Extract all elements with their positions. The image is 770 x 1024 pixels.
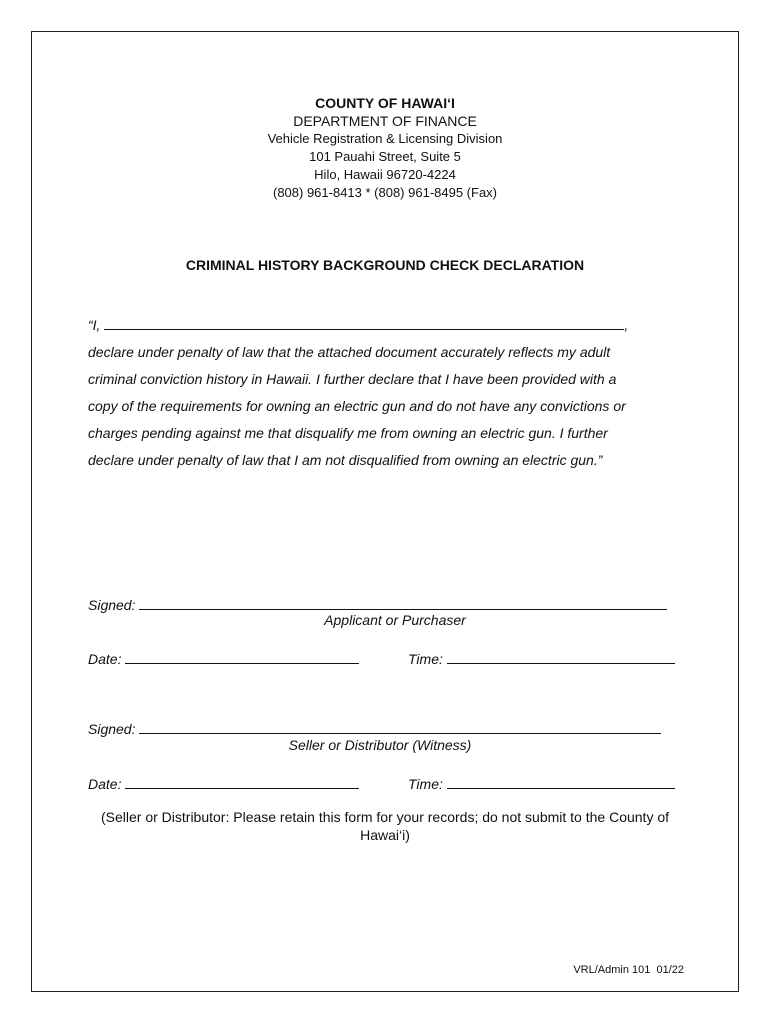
declaration-line: copy of the requirements for owning an electric gun and do not have any convictions or <box>88 398 626 414</box>
phone-fax: (808) 961-8413 * (808) 961-8495 (Fax) <box>272 185 498 200</box>
declaration-line: declare under penalty of law that I am not disqualified from owning an electric gun.” <box>88 452 603 468</box>
signed-label: Signed: <box>88 597 136 613</box>
letterhead <box>0 94 770 202</box>
applicant-caption: Applicant or Purchaser <box>324 612 466 628</box>
county-name: COUNTY OF HAWAI‘I <box>315 95 455 111</box>
applicant-date-row <box>88 648 359 667</box>
applicant-date-field[interactable] <box>125 648 359 664</box>
department-name: DEPARTMENT OF FINANCE <box>293 113 477 129</box>
declaration-name-line <box>88 312 688 339</box>
applicant-time-row <box>408 648 675 667</box>
applicant-signature-field[interactable] <box>139 594 667 610</box>
seller-caption: Seller or Distributor (Witness) <box>288 737 472 753</box>
time-label: Time: <box>408 776 443 792</box>
declaration-text <box>88 312 688 474</box>
city-address: Hilo, Hawaii 96720-4224 <box>314 167 456 182</box>
declaration-line: declare under penalty of law that the attached document accurately reflects my adult <box>88 344 611 360</box>
seller-time-field[interactable] <box>447 773 675 789</box>
declaration-line: criminal conviction history in Hawaii. I further declare that I have been provided with a <box>88 371 617 387</box>
declaration-comma: , <box>624 317 629 333</box>
applicant-signature-row <box>88 594 667 613</box>
seller-date-field[interactable] <box>125 773 359 789</box>
seller-time-row <box>408 773 675 792</box>
retention-note: (Seller or Distributor: Please retain this form for your records; do not submit to the County of Hawai‘i) <box>100 809 670 843</box>
time-label: Time: <box>408 651 443 667</box>
declarant-name-field[interactable] <box>104 314 624 330</box>
signed-label: Signed: <box>88 721 136 737</box>
applicant-time-field[interactable] <box>447 648 675 664</box>
declaration-open: “I, <box>88 317 101 333</box>
seller-signature-row <box>88 718 661 737</box>
seller-date-row <box>88 773 359 792</box>
declaration-line: charges pending against me that disqualify me from owning an electric gun. I further <box>88 425 608 441</box>
date-label: Date: <box>88 651 122 667</box>
form-code: VRL/Admin 101 01/22 <box>573 964 684 976</box>
document-title: CRIMINAL HISTORY BACKGROUND CHECK DECLARATION <box>185 257 585 273</box>
seller-signature-field[interactable] <box>139 718 661 734</box>
division-name: Vehicle Registration & Licensing Division <box>267 131 503 146</box>
date-label: Date: <box>88 776 122 792</box>
street-address: 101 Pauahi Street, Suite 5 <box>309 149 461 164</box>
